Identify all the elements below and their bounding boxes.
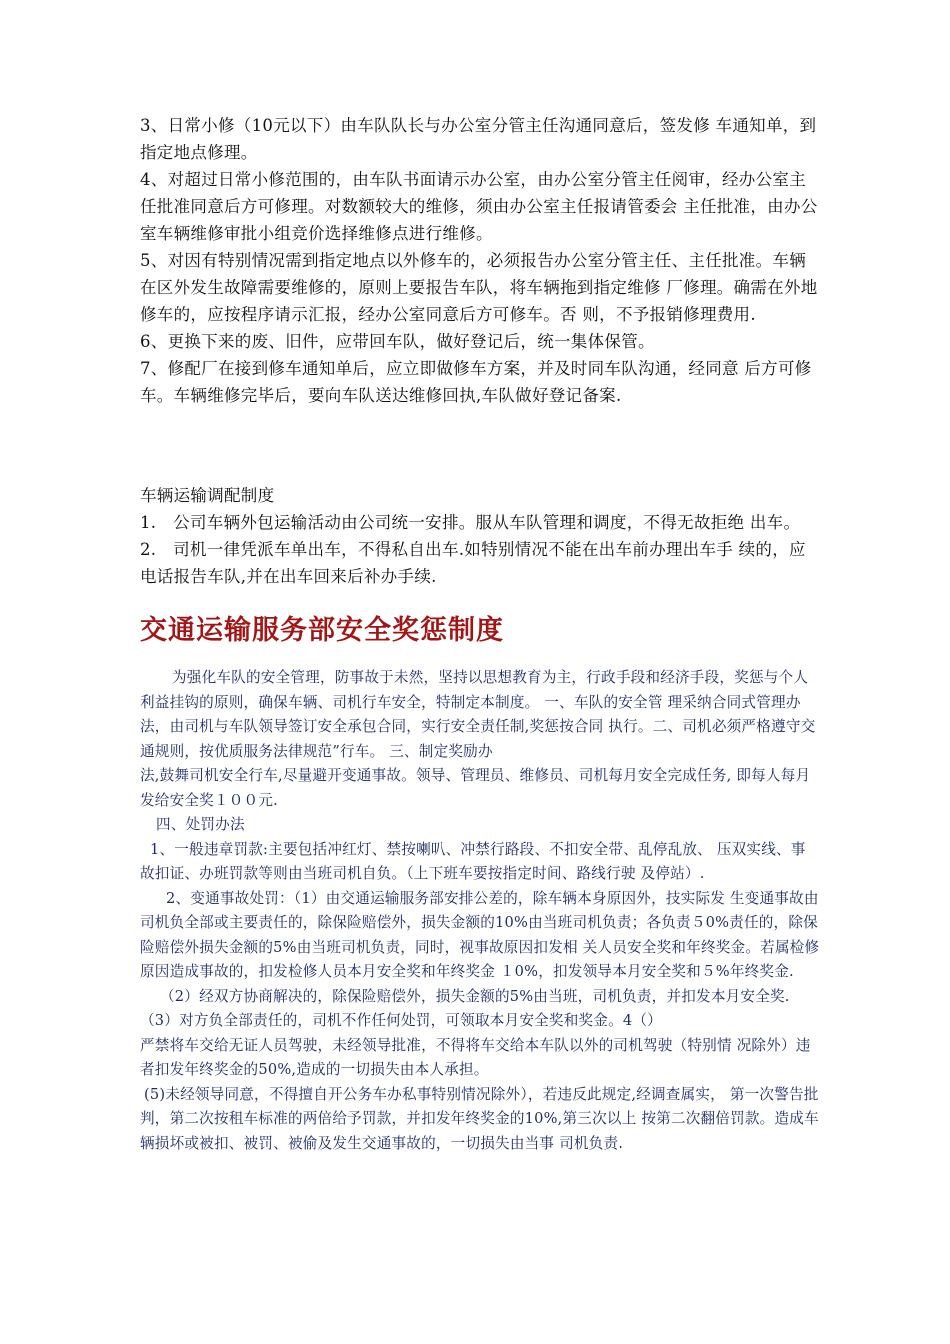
penalty-private-use: (5)未经领导同意，不得擅自开公务车办私事特别情况除外），若违反此规定,经调查属实， 第一次警告批判，第二次按租车标准的两倍给予罚款，并扣发年终奖金的10%,第三次以上 按第二次翻倍罚款。造成车辆损坏或被扣、被罚、被偷及发生交通事故的，一切损失由当事 司机负责. bbox=[140, 1085, 819, 1152]
repair-rules-section bbox=[140, 112, 820, 409]
penalty-accident: 2、变通事故处罚：（1）由交通运输服务部安排公差的，除车辆本身原因外，技实际发 生变通事故由司机负全部或主要责任的，除保险赔偿外，损失金额的10%由当班司机负责；各负责５0%责任的，除保险赔偿外损失金额的5%由当班司机负责，同时，视事故原因扣发相 关人员安全奖和年终奖金。若属检修原因造成事故的，扣发检修人员本月安全奖和年终奖金 １0%，扣发领导本月安全奖和５%年终奖金. bbox=[140, 889, 820, 980]
dispatch-rule-2: 2. 司机一律凭派车单出车，不得私自出车.如特别情况不能在出车前办理出车手 续的，应电话报告车队,并在出车回来后补办手续. bbox=[140, 540, 806, 586]
penalty-general: 1、一般违章罚款:主要包括冲红灯、禁按喇叭、冲禁行路段、不扣安全带、乱停乱放、 压双实线、事故扣证、办班罚款等则由当班司机自负。（上下班车要按指定时间、路线行驶 及停站）. bbox=[140, 840, 806, 882]
dispatch-title: 车辆运输调配制度 bbox=[140, 486, 275, 505]
repair-rule-4: 4、对超过日常小修范围的，由车队书面请示办公室，由办公室分管主任阅审，经办公室主任批准同意后方可修理。对数额较大的维修，须由办公室主任报请管委会 主任批准，由办公室车辆维修审批小组竞价选择维修点进行维修。 bbox=[140, 170, 818, 243]
repair-rule-7: 7、修配厂在接到修车通知单后，应立即做修车方案，并及时同车队沟通，经同意 后方可修车。车辆维修完毕后，要向车队送达维修回执,车队做好登记备案. bbox=[140, 359, 812, 405]
safety-reward: 法,鼓舞司机安全行车,尽量避开变通事故。领导、管理员、维修员、司机每月安全完成任务, 即每人每月发给安全奖１００元. bbox=[140, 767, 811, 809]
repair-rule-5: 5、对因有特别情况需到指定地点以外修车的，必须报告办公室分管主任、主任批准。车辆在区外发生故障需要维修的，原则上要报告车队，将车辆拖到指定维修 厂修理。确需在外地修车的，应按程序请示汇报，经办公室同意后方可修车。否 则，不予报销修理费用. bbox=[140, 251, 818, 324]
penalty-unlicensed: 严禁将车交给无证人员驾驶，未经领导批准，不得将车交给本车队以外的司机驾驶（特别情 况除外）违者扣发年终奖金的50%,造成的一切损失由本人承担。 bbox=[140, 1036, 811, 1078]
repair-rule-3: 3、日常小修（10元以下）由车队队长与办公室分管主任沟通同意后，签发修 车通知单，到指定地点修理。 bbox=[140, 116, 817, 162]
dispatch-section bbox=[140, 482, 820, 590]
penalty-heading: 四、处罚办法 bbox=[156, 816, 245, 833]
penalty-accident-2: （2）经双方协商解决的，除保险赔偿外，损失金额的5%由当班，司机负责，并扣发本月安全奖.（3）对方负全部责任的，司机不作任何处罚，可领取本月安全奖和奖金。4（） bbox=[140, 987, 790, 1029]
dispatch-rule-1: 1. 公司车辆外包运输活动由公司统一安排。服从车队管理和调度，不得无故拒绝 出车。 bbox=[140, 513, 801, 532]
safety-section bbox=[140, 666, 820, 1156]
safety-heading: 交通运输服务部安全奖惩制度 bbox=[140, 615, 504, 646]
safety-intro: 为强化车队的安全管理，防事故于未然，坚持以思想教育为主，行政手段和经济手段，奖惩与个人利益挂钩的原则，确保车辆、司机行车安全，特制定本制度。 一、车队的安全管 理采纳合同式管理办法，由司机与车队领导签订安全承包合同，实行安全责任制,奖惩按合同 执行。二、司机必须严格遵守交通规则，按优质服务法律规范”行车。 三、制定奖励办 bbox=[140, 669, 816, 760]
repair-rule-6: 6、更换下来的废、旧件，应带回车队，做好登记后，统一集体保管。 bbox=[140, 332, 655, 351]
